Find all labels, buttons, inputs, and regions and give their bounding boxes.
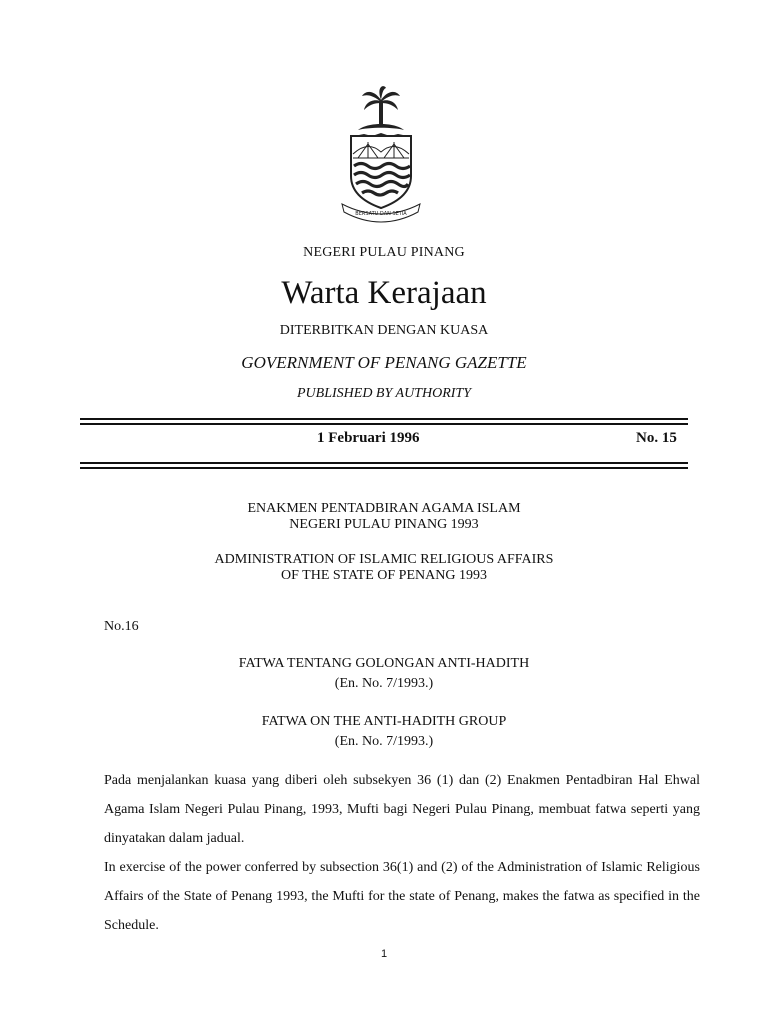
fatwa-title-en: FATWA ON THE ANTI-HADITH GROUP <box>261 714 507 729</box>
page-number: 1 <box>380 948 388 960</box>
double-rule-bottom-1 <box>80 462 688 464</box>
paragraph-ms: Pada menjalankan kuasa yang diberi oleh subsekyen 36 (1) dan (2) Enakmen Pentadbiran Hal Ehwal Agama Islam Negeri Pulau Pinang, 1993, Mufti bagi Negeri Pulau Pinang, membuat fatwa seperti yang dinyatakan dalam jadual. <box>104 773 700 846</box>
enactment-en-line2: OF THE STATE OF PENANG 1993 <box>281 568 487 583</box>
published-ms: DITERBITKAN DENGAN KUASA <box>279 323 489 338</box>
issue-date: 1 Februari 1996 <box>317 430 420 446</box>
double-rule-bottom-2 <box>80 467 688 469</box>
state-name: NEGERI PULAU PINANG <box>303 245 465 260</box>
bridge <box>353 142 409 158</box>
double-rule-top-2 <box>80 423 688 425</box>
enactment-ms-line2: NEGERI PULAU PINANG 1993 <box>289 517 479 532</box>
palm-tree-icon <box>358 86 404 130</box>
enactment-ms-line1: ENAKMEN PENTADBIRAN AGAMA ISLAM <box>247 501 521 516</box>
enactment-en-line1: ADMINISTRATION OF ISLAMIC RELIGIOUS AFFAIRS <box>214 552 554 567</box>
motto-ribbon <box>342 204 420 222</box>
fatwa-title-ms: FATWA TENTANG GOLONGAN ANTI-HADITH <box>238 656 530 671</box>
pinnacles <box>354 133 408 136</box>
waves <box>354 164 410 196</box>
motto-text: BERSATU DAN SETIA <box>355 211 407 217</box>
fatwa-ref-ms: (En. No. 7/1993.) <box>334 676 434 691</box>
paragraph-en: In exercise of the power conferred by subsection 36(1) and (2) of the Administration of Islamic Religious Affairs of the State of Penang 1993, the Mufti for the state of Penang, makes the fatwa as specified in the Schedule. <box>104 860 700 933</box>
penang-coat-of-arms <box>338 84 424 224</box>
double-rule-top-1 <box>80 418 688 420</box>
issue-number: No. 15 <box>636 430 677 446</box>
notice-number: No.16 <box>104 619 139 634</box>
published-en: PUBLISHED BY AUTHORITY <box>297 386 471 401</box>
gazette-name-en: GOVERNMENT OF PENANG GAZETTE <box>241 353 527 372</box>
gazette-title: Warta Kerajaan <box>281 275 487 311</box>
fatwa-ref-en: (En. No. 7/1993.) <box>334 734 434 749</box>
